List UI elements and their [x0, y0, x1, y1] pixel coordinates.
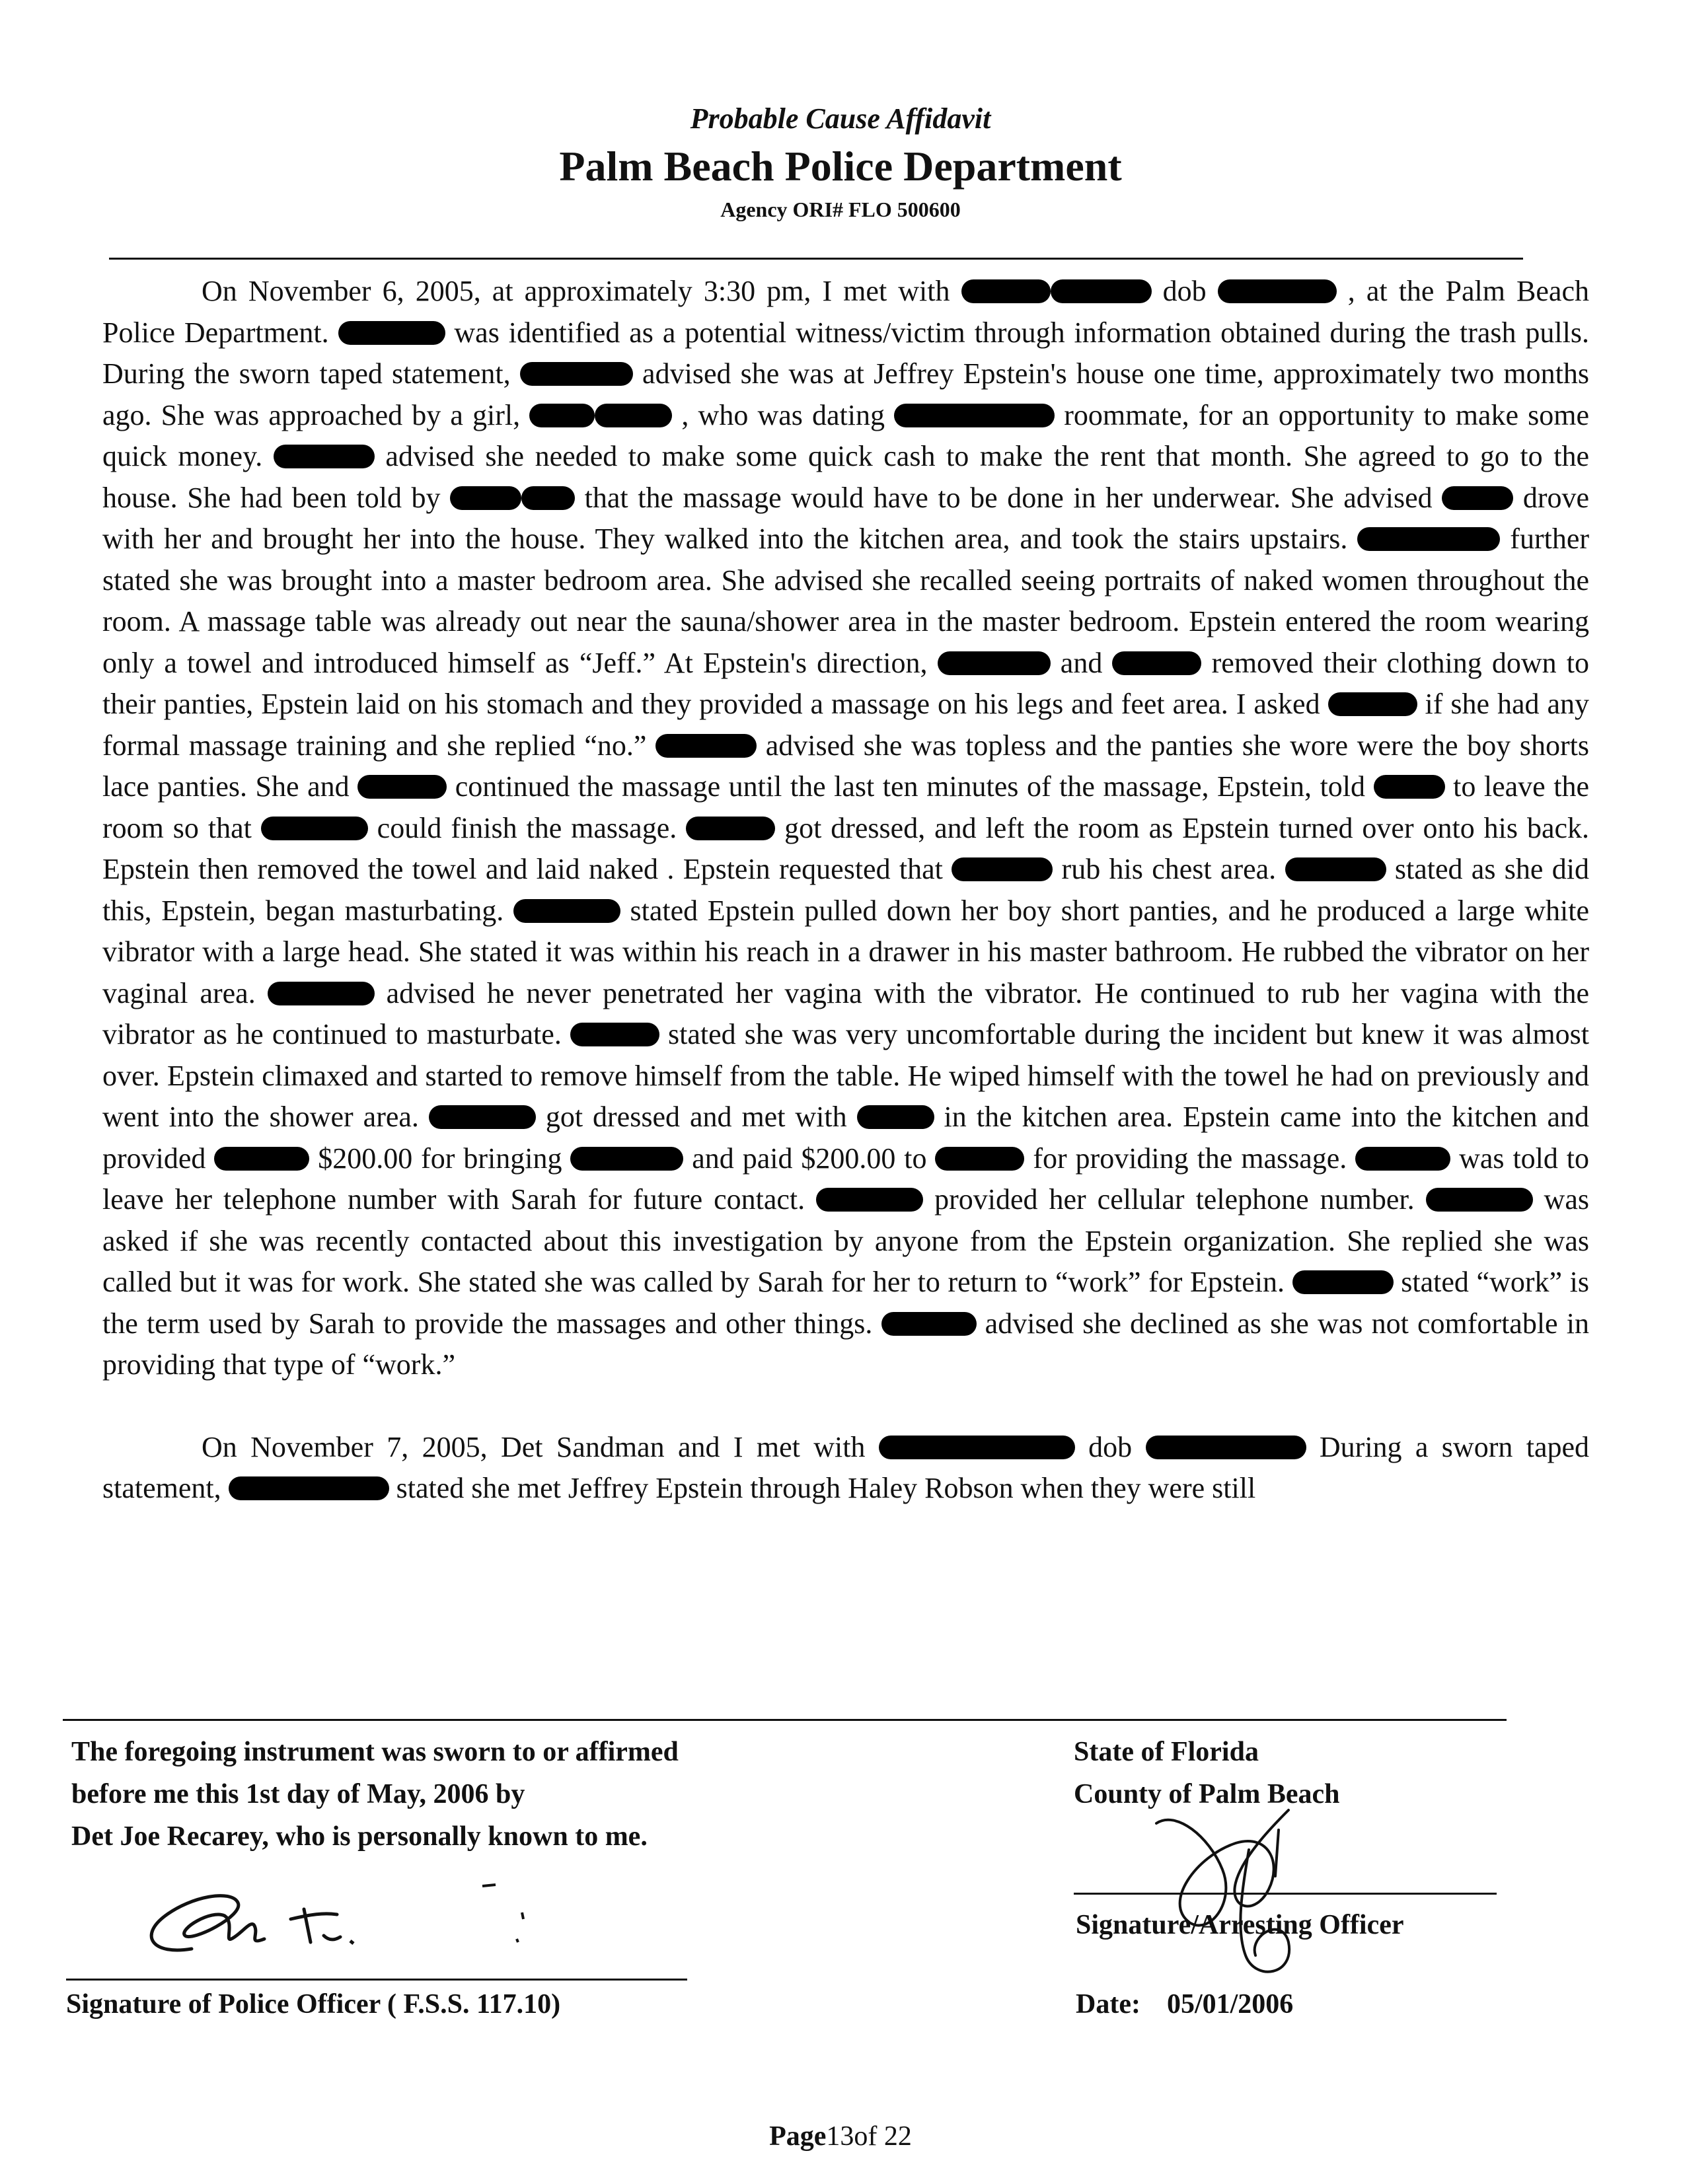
text-segment: for providing the massage. [1024, 1142, 1356, 1175]
redaction-bar [938, 651, 1051, 675]
state-line: State of Florida [1074, 1737, 1259, 1767]
text-segment: dob [1151, 275, 1218, 307]
redaction-bar [261, 817, 368, 840]
text-segment: stated she was very uncomfortable during the incident but knew it was almost over. Epstein climaxed and started to remove himself from the table. He wiped himself with the towel he had on previously and went into the shower area. [102, 1018, 1589, 1133]
redaction-bar [520, 362, 633, 386]
redaction-bar [881, 1312, 977, 1336]
redaction-bar [513, 899, 620, 923]
text-segment: got dressed, and left the room as Epstein turned over onto his back. Epstein then removed the towel and laid naked . Epstein requested that [102, 811, 1589, 885]
redaction-bar [274, 445, 375, 468]
text-segment: continued the massage until the last ten minutes of the massage, Epstein, told [447, 770, 1374, 803]
text-segment: , at the Palm Beach Police Department. [102, 275, 1589, 349]
redaction-bar [961, 279, 1051, 303]
text-segment: stated as she did this, Epstein, began masturbating. [102, 853, 1589, 927]
text-segment: advised he never penetrated her vagina with the vibrator. He continued to rub her vagina with the vibrator as he continued to masturbate. [102, 976, 1590, 1050]
text-segment: if she had any formal massage training and she replied “no.” [102, 688, 1589, 762]
text-segment: that the massage would have to be done in her underwear. She advised [575, 481, 1442, 514]
sworn-statement [71, 1731, 679, 1858]
redaction-bar [1328, 692, 1417, 716]
redaction-bar [521, 486, 575, 510]
redaction-bar [655, 734, 757, 758]
paragraph-nov-6 [102, 271, 1589, 1386]
redaction-bar [1426, 1188, 1533, 1212]
redaction-bar [1357, 527, 1500, 551]
text-segment: got dressed and met with [535, 1101, 857, 1133]
arresting-officer-signature-line [1074, 1893, 1497, 1895]
text-segment: provided her cellular telephone number. [923, 1183, 1426, 1216]
redaction-bar [816, 1188, 923, 1212]
agency-ori: Agency ORI# FLO 500600 [720, 198, 961, 221]
text-segment: advised she needed to make some quick cash to make the rent that month. She agreed to go to the house. She had been told by [102, 440, 1589, 514]
text-segment: drove with her and brought her into the house. They walked into the kitchen area, and took the stairs upstairs. [102, 481, 1589, 555]
page-number: 13 [826, 2121, 854, 2152]
redaction-bar [894, 404, 1055, 427]
redaction-bar [857, 1105, 934, 1129]
redaction-bar [595, 404, 672, 427]
redaction-bar [450, 486, 521, 510]
footer-divider [63, 1719, 1507, 1721]
text-segment: roommate, for an opportunity to make some quick money. [102, 398, 1589, 472]
redaction-bar [570, 1147, 683, 1171]
sworn-line-2: before me this 1st day of May, 2006 by [71, 1779, 525, 1809]
document-header [0, 99, 1681, 225]
text-segment: stated “work” is the term used by Sarah to provide the massages and other things. [102, 1266, 1589, 1340]
date-label: Date: [1076, 1989, 1140, 2020]
redaction-bar [1218, 279, 1337, 303]
text-segment: further stated she was brought into a master bedroom area. She advised she recalled seeing portraits of naked women throughout the room. A massage table was already out near the sauna/shower area in the master bedroom. Epstein entered the room wearing only a towel and introduced himself as “Jeff.” At Epstein's direction, [102, 523, 1589, 679]
notary-signature-line [66, 1979, 687, 1981]
page-footer [0, 2121, 1681, 2152]
page-total: of 22 [854, 2121, 912, 2152]
sworn-line-1: The foregoing instrument was sworn to or affirmed [71, 1737, 679, 1767]
paragraph-nov-7 [102, 1427, 1589, 1510]
redaction-bar [686, 817, 775, 840]
text-segment: removed their clothing down to their panties, Epstein laid on his stomach and they provided a massage on his legs and feet area. I asked [102, 646, 1589, 720]
text-segment: was told to leave her telephone number with Sarah for future contact. [102, 1142, 1590, 1216]
date-value: 05/01/2006 [1166, 1989, 1294, 2020]
text-segment: was identified as a potential witness/victim through information obtained during the trash pulls. During the sworn taped statement, [102, 316, 1589, 390]
text-segment: On November 6, 2005, at approximately 3:30 pm, I met with [202, 275, 961, 307]
sworn-line-3: Det Joe Recarey, who is personally known to me. [71, 1821, 648, 1852]
text-segment: During a sworn taped statement, [102, 1430, 1590, 1504]
redaction-bar [338, 321, 445, 345]
notary-signature-image [112, 1856, 615, 1975]
redaction-bar [570, 1023, 659, 1046]
redaction-bar [1051, 279, 1152, 303]
signature-date [1076, 1988, 1293, 2020]
text-segment: could finish the massage. [367, 811, 687, 844]
text-segment: stated Epstein pulled down her boy short panties, and he produced a large white vibrator with a large head. She stated it was within his reach in a drawer in his master bathroom. He rubbed the vibrator on her vaginal area. [102, 894, 1590, 1009]
redaction-bar [214, 1147, 309, 1171]
redaction-bar [1285, 857, 1386, 881]
redaction-bar [357, 775, 447, 799]
text-segment: and paid $200.00 to [683, 1142, 936, 1175]
department-name: Palm Beach Police Department [559, 143, 1122, 190]
redaction-bar [1292, 1270, 1394, 1294]
text-segment: was asked if she was recently contacted about this investigation by anyone from the Epstein organization. She replied she was called but it was for work. She stated she was called by Sarah for her to return to “work” for Epstein. [102, 1183, 1589, 1298]
text-segment: rub his chest area. [1053, 853, 1285, 885]
redaction-bar [952, 857, 1053, 881]
text-segment: , who was dating [672, 398, 895, 431]
text-segment: $200.00 for bringing [309, 1142, 571, 1175]
text-segment: and [1050, 646, 1113, 679]
text-segment: to leave the room so that [102, 770, 1589, 844]
notary-signature-label: Signature of Police Officer ( F.S.S. 117.10) [66, 1989, 561, 2020]
document-type: Probable Cause Affidavit [690, 102, 991, 135]
text-segment: stated she met Jeffrey Epstein through Haley Robson when they were still [389, 1472, 1256, 1504]
header-divider [109, 258, 1523, 260]
affidavit-body [102, 271, 1589, 1510]
redaction-bar [429, 1105, 536, 1129]
text-segment: advised she was topless and the panties she wore were the boy shorts lace panties. She and [102, 729, 1589, 803]
text-segment: advised she was at Jeffrey Epstein's house one time, approximately two months ago. She was approached by a girl, [102, 357, 1589, 431]
redaction-bar [1442, 486, 1513, 510]
text-segment: advised she declined as she was not comfortable in providing that type of “work.” [102, 1307, 1589, 1381]
redaction-bar [268, 982, 375, 1005]
redaction-bar [229, 1476, 389, 1500]
redaction-bar [1112, 651, 1201, 675]
redaction-bar [1374, 775, 1445, 799]
redaction-bar [879, 1436, 1075, 1459]
redaction-bar [1146, 1436, 1306, 1459]
redaction-bar [935, 1147, 1024, 1171]
arresting-officer-label: Signature/Arresting Officer [1076, 1910, 1404, 1940]
text-segment: On November 7, 2005, Det Sandman and I met with [202, 1430, 879, 1463]
text-segment: in the kitchen area. Epstein came into the kitchen and provided [102, 1101, 1589, 1175]
redaction-bar [529, 404, 595, 427]
page-label: Page [769, 2121, 827, 2152]
arresting-officer-signature-image [1137, 1784, 1388, 1995]
text-segment: dob [1074, 1430, 1146, 1463]
redaction-bar [1355, 1147, 1450, 1171]
county-line: County of Palm Beach [1074, 1779, 1340, 1809]
